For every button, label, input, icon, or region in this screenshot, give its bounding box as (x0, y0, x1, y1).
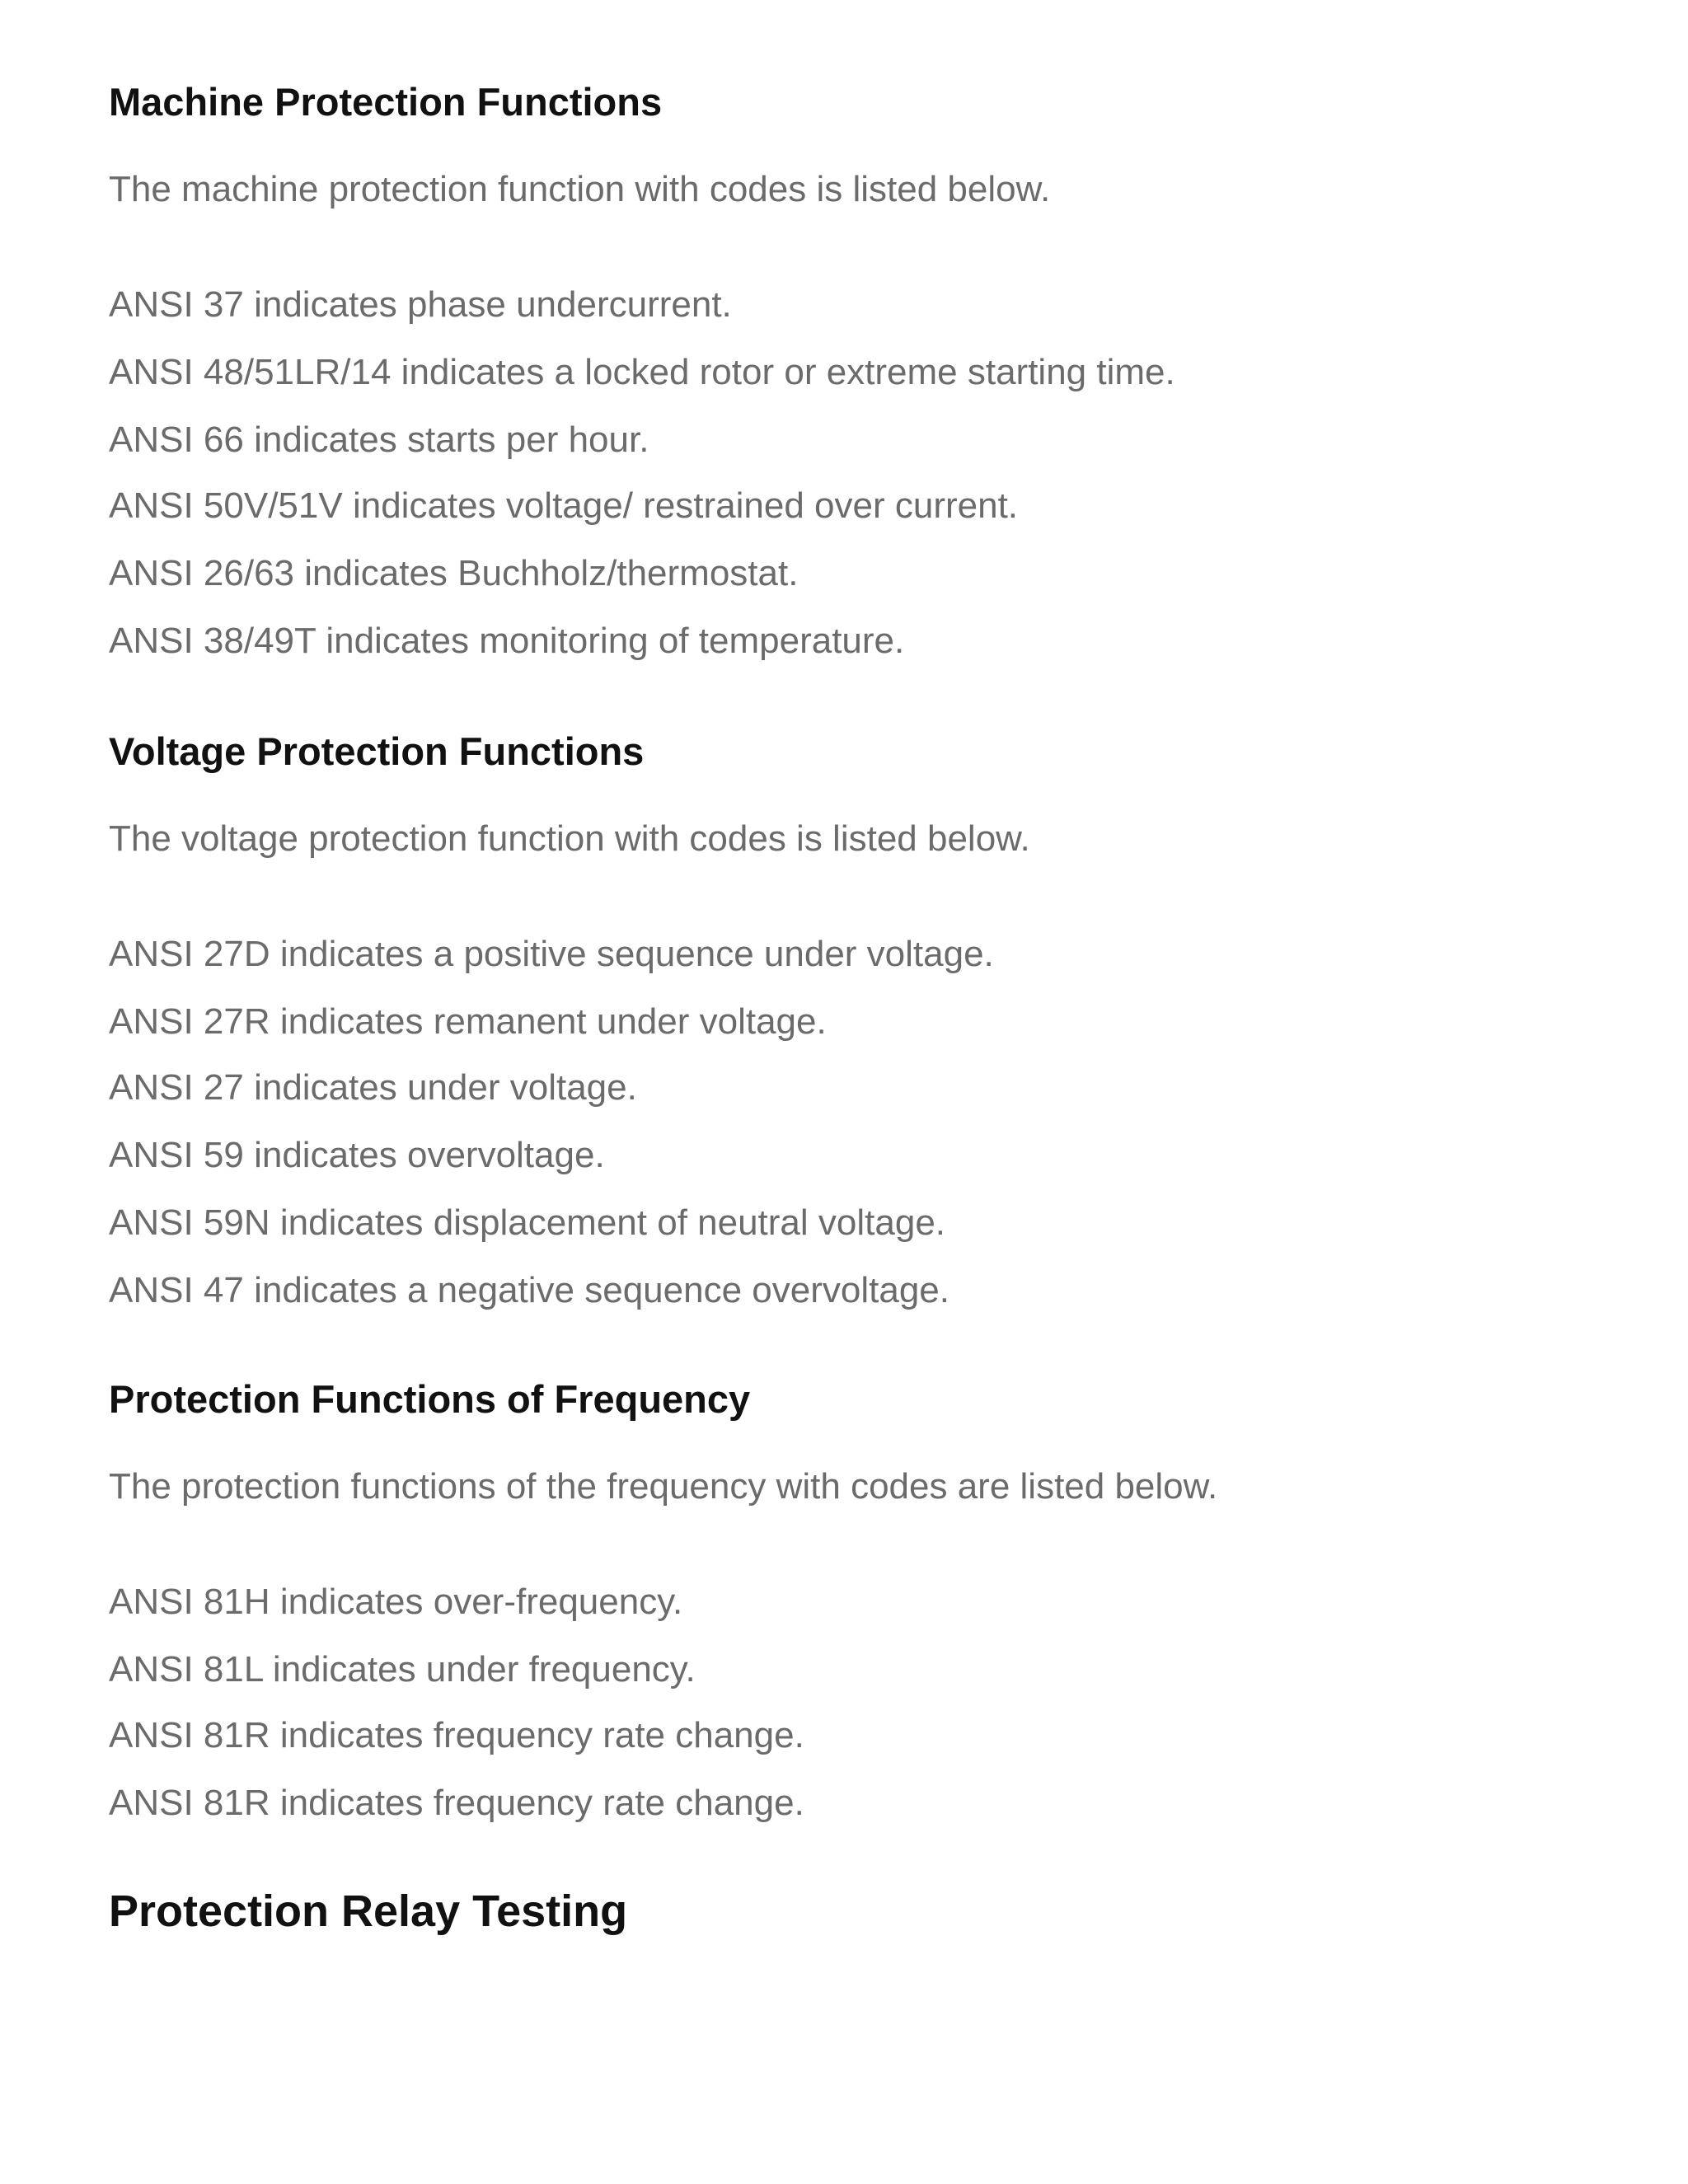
list-item: ANSI 27D indicates a positive sequence under voltage. (109, 934, 994, 974)
section-intro-machine-protection: The machine protection function with codes is listed below. (109, 169, 1051, 209)
list-item: ANSI 81R indicates frequency rate change. (109, 1783, 804, 1823)
section-intro-frequency-protection: The protection functions of the frequency with codes are listed below. (109, 1466, 1218, 1507)
section-heading-relay-testing: Protection Relay Testing (109, 1886, 628, 1936)
section-heading-frequency-protection: Protection Functions of Frequency (109, 1377, 751, 1421)
list-item: ANSI 81L indicates under frequency. (109, 1649, 696, 1690)
list-item: ANSI 66 indicates starts per hour. (109, 419, 649, 460)
list-item: ANSI 59N indicates displacement of neutral voltage. (109, 1202, 946, 1243)
list-item: ANSI 81H indicates over-frequency. (109, 1582, 683, 1622)
section-heading-voltage-protection: Voltage Protection Functions (109, 729, 645, 773)
list-item: ANSI 37 indicates phase undercurrent. (109, 284, 732, 325)
list-item: ANSI 26/63 indicates Buchholz/thermostat. (109, 553, 799, 593)
section-heading-machine-protection: Machine Protection Functions (109, 80, 663, 124)
list-item: ANSI 48/51LR/14 indicates a locked rotor or extreme starting time. (109, 352, 1175, 392)
list-item: ANSI 59 indicates overvoltage. (109, 1135, 605, 1175)
list-item: ANSI 27R indicates remanent under voltage. (109, 1001, 827, 1042)
list-item: ANSI 27 indicates under voltage. (109, 1067, 637, 1108)
list-item: ANSI 38/49T indicates monitoring of temperature. (109, 621, 905, 661)
list-item: ANSI 50V/51V indicates voltage/ restrained over current. (109, 485, 1019, 526)
list-item: ANSI 81R indicates frequency rate change. (109, 1715, 804, 1755)
section-intro-voltage-protection: The voltage protection function with codes is listed below. (109, 818, 1030, 859)
list-item: ANSI 47 indicates a negative sequence overvoltage. (109, 1270, 950, 1310)
